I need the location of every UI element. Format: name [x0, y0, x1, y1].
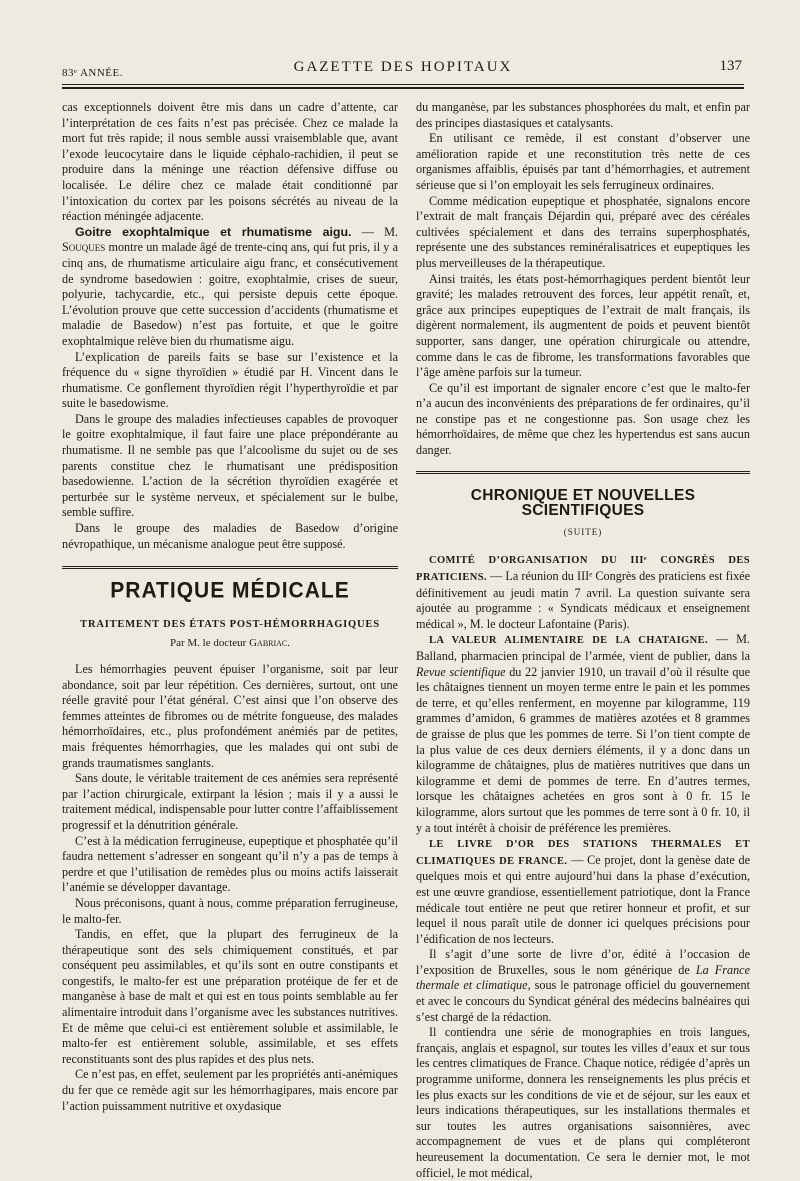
- paragraph: L’explication de pareils faits se base sur l’existence et la fréquence du « signe thyroïdien » étudié par H. Vincent dans le rhumatisme. Ce gonflement thyroïdien régit l’hyperthyroïdie et par suite le basedowisme.: [62, 349, 398, 411]
- paragraph: Nous préconisons, quant à nous, comme préparation ferrugineuse, le malto-fer.: [62, 895, 398, 926]
- paragraph: Ainsi traités, les états post-hémorrhagiques perdent bientôt leur gravité; les malades retrouvent des forces, leur appétit renaît, et, grâce aux principes eupeptiques de l’extrait de malt français, ils digèrent normalement, ils augmentent de poids et peuvent bientôt supporter, sans danger, une opération chirurgicale ou attendre, comme dans le cas de fibrome, les transformations favorables que l’âge amène parfois sur la tumeur.: [416, 271, 750, 380]
- section-title: CHRONIQUE ET NOUVELLES SCIENTIFIQUES: [470, 486, 696, 520]
- byline-prefix: Par M. le docteur: [169, 637, 250, 650]
- header-rule-thick: [62, 87, 744, 89]
- paragraph-comite: [416, 552, 750, 632]
- paragraph-goitre: [62, 225, 398, 350]
- paragraph: du manganèse, par les substances phosphorées du malt, et enfin par des principes diastasiques et catalysants.: [416, 100, 750, 130]
- paragraph: C’est à la médication ferrugineuse, eupeptique et phosphatée qu’il faudra nettement s’adresser en songeant qu’il n’y a pas de temps à perdre et que l’utilisation de remèdes plus ou moins actifs laisserait l’anémie se développer davantage.: [62, 833, 398, 895]
- paragraph: Ce n’est pas, en effet, seulement par les propriétés anti-anémiques du fer que ce remède agit sur les hémorrhagipares, mais encore par l’action puissamment nutritive et oxydasique: [62, 1067, 398, 1113]
- goitre-text: montre un malade âgé de trente-cinq ans, qui fut pris, il y a cinq ans, de rhumatisme articulaire aigu franc, et consécutivement de syndrome basedowien : goitre, exophtalmie, crises de sueur, polyurie, tachycardie, etc., qui persiste depuis cette époque. L’évolution prouve que cette succession d’accidents (rhumatisme et maladie de Basedow) n’est pas fortuite, et que le goitre exophtalmique relève bien du rhumatisme aigu.: [62, 240, 398, 348]
- header-rule: [62, 84, 744, 85]
- running-header: [62, 58, 744, 80]
- comite-text: — La réunion du IIIᵉ Congrès des praticiens est fixée définitivement au jeudi matin 7 avril. La question suivante sera ajoutée au programme : « Syndicats médicaux et enseignement médical », M. le docteur Lafontaine (Paris).: [416, 569, 750, 631]
- paragraph-chataigne: [416, 632, 750, 836]
- paragraph-livre: [416, 836, 750, 947]
- section-title: PRATIQUE MÉDICALE: [110, 578, 350, 603]
- p6-text-a: Il s’agit d’une sorte de livre d’or, édité à l’occasion de l’exposition de Bruxelles, sous le nom générique de: [416, 947, 750, 977]
- paragraph: Les hémorrhagies peuvent épuiser l’organisme, soit par leur abondance, soit par leur répétition. Ces dernières, surtout, ont une réelle gravité pour l’état général. C’est ainsi que l’on observe des femmes atteintes de fibromes ou de métrite fongueuse, des malades hémorrhoïdaires, etc., plus profondément anémiés par de petites, mais fréquentes hémorrhagies, que les malades qui ont subi de grands traumatismes sanglants.: [62, 662, 398, 770]
- p6-title: La France thermale et climatique: [416, 962, 750, 993]
- goitre-author: — M. Souques: [62, 224, 398, 255]
- page-number: 137: [719, 58, 742, 74]
- paragraph: Il contiendra une série de monographies en trois langues, français, anglais et espagnol, sur toutes les villes d’eaux et sur tous les centres climatiques de France. Chaque notice, rédigée d’après un programme uniforme, donnera les renseignements les plus précis et les plus exacts sur les conditions de vie et de séjour, sur les eaux et leurs indications thérapeutiques, sur les installations thermales et sur toutes les autres organisations saisonnières, avec accompagnement de vues et de plans qui compléteront heureusement la documentation. Ce sera le dernier mot, le mot officiel, le mot médical,: [416, 1025, 750, 1180]
- paragraph: [416, 947, 750, 1025]
- left-column: [62, 100, 398, 1114]
- paragraph: Sans doute, le véritable traitement de ces anémies sera représenté par l’action chirurgicale, extirpant la lésion ; mais il y a aussi le traitement médical, indispensable pour lutter contre l’affaiblissement progressif et la dénutrition générale.: [62, 771, 398, 832]
- paragraph: Dans le groupe des maladies infectieuses capables de provoquer le goitre exophtalmique, il faut faire une place prépondérante au rhumatisme. Il ne semble pas que l’alcoolisme du sujet ou de ses parents constitue chez le rhumatisant une prédisposition basedowienne. L’action de la sécrétion thyroïdien exagérée et perturbée sur le système nerveux, et spécialement sur le bulbe, semble suffire.: [62, 411, 398, 520]
- section-rule: [416, 471, 750, 474]
- chataigne-journal: Revue scientifique: [416, 664, 506, 679]
- year-label: 83ᵉ ANNÉE.: [62, 67, 123, 79]
- paragraph: Dans le groupe des maladies de Basedow d’origine névropathique, un mécanisme analogue peut être supposé.: [62, 521, 398, 551]
- goitre-heading: Goitre exophtalmique et rhumatisme aigu.: [75, 224, 352, 239]
- livre-heading: LE LIVRE D’OR DES STATIONS THERMALES ET CLIMATIQUES DE FRANCE.: [416, 839, 750, 867]
- byline-author: Gabriac.: [249, 637, 291, 650]
- paragraph: Tandis, en effet, que la plupart des ferrugineux de la thérapeutique sont des sels chimiquement constitués, et par conséquent peu assimilables, et qu’ils sont en outre constipants et congestifs, le malto-fer est une préparation protéique de fer et de manganèse à base de malt et qui est en tous points semblable au fer alimentaire introduit dans l’organisme avec les substances nutritives. Et de même que celui-ci est entièrement soluble et assimilable, le malto-fer est entièrement soluble, assimilable, et ses effets reconstituants sont des plus rapides et des plus nets.: [62, 927, 398, 1066]
- chataigne-heading: LA VALEUR ALIMENTAIRE DE LA CHATAIGNE.: [429, 635, 709, 647]
- paragraph: En utilisant ce remède, il est constant d’observer une amélioration rapide et une reconstitution très nette de ces organismes affaiblis, épuisés par tant d’hémorrhagies, et autrement sérieuse que si l’on employait les sels ferrugineux ordinaires.: [416, 131, 750, 192]
- section-subtitle: (SUITE): [563, 526, 603, 537]
- livre-text: — Ce projet, dont la genèse date de quelques mois et qui entre aujourd’hui dans la phase d’exécution, est une œuvre grandiose, essentiellement patriotique, dont la France médicale tout entière ne peut que retirer honneur et profit, et sur lequel il nous paraît utile de donner ici quelques précisions pour l’édification de nos lecteurs.: [416, 852, 750, 946]
- paragraph: Comme médication eupeptique et phosphatée, signalons encore l’extrait de malt français Déjardin qui, préparé avec des céréales cultivées spécialement et dans des terrains superphosphatés, représente une des substances reminéralisatrices et eupeptiques les plus merveilleuses de la thérapeutique.: [416, 193, 750, 270]
- comite-heading: COMITÉ D’ORGANISATION DU IIIᵉ CONGRÈS DES PRATICIENS.: [416, 555, 750, 584]
- journal-title: GAZETTE DES HOPITAUX: [293, 59, 513, 75]
- p6-text-b: , sous le patronage officiel du gouvernement et avec le concours du Syndicat général des médecins balnéaires qui s’est chargé de la rédaction.: [416, 978, 750, 1024]
- article-title: TRAITEMENT DES ÉTATS POST-HÉMORRHAGIQUES: [80, 618, 380, 630]
- byline: [62, 636, 398, 652]
- right-column: [416, 100, 750, 1181]
- paragraph: cas exceptionnels doivent être mis dans un cadre d’attente, car l’interprétation de ces faits n’est pas précisée. Chez ce malade la mort fut très rapide; il nous semble aussi vraisemblable que, avant l’exode leucocytaire dans le liquide céphalo-rachidien, il peut se produire dans la méninge une réaction défensive diffuse ou localisée. Le délire chez ce malade était conditionné par l’intoxication du cortex par les poisons sécrétés au niveau de la réaction méningée adjacente.: [62, 100, 398, 224]
- paragraph: Ce qu’il est important de signaler encore c’est que le malto-fer n’a aucun des inconvénients des préparations de fer ordinaires, qu’il ne constipe pas et ne congestionne pas. Son usage chez les hémorrhoïdaires, de même que chez les hypertendus est sans aucun danger.: [416, 380, 750, 458]
- chataigne-text-b: du 22 janvier 1910, un travail d’où il résulte que les châtaignes tiennent un moyen terme entre le pain et les pommes de terre, et qu’elles renferment, en moyenne par kilogramme, 119 grammes d’amidon, 6 grammes de matières azotées et 8 grammes de graisse de plus que les pommes de terre. Si l’on tient compte de la plus value de ces deux derniers éléments, il y a donc dans un kilogramme de châtaignes, plus de matières nutritives que dans un kilogramme et demi de pommes de terre. En d’autres termes, lorsque les châtaignes achetées en gros sont à 0 fr. 15 le kilogramme, alors surtout que les pommes de terre sont à 0 fr. 10, il y a tout intérêt à choisir de préférence les premières.: [416, 664, 750, 835]
- section-rule: [62, 566, 398, 569]
- chataigne-text-a: — M. Balland, pharmacien principal de l’armée, vient de publier, dans la: [416, 632, 750, 663]
